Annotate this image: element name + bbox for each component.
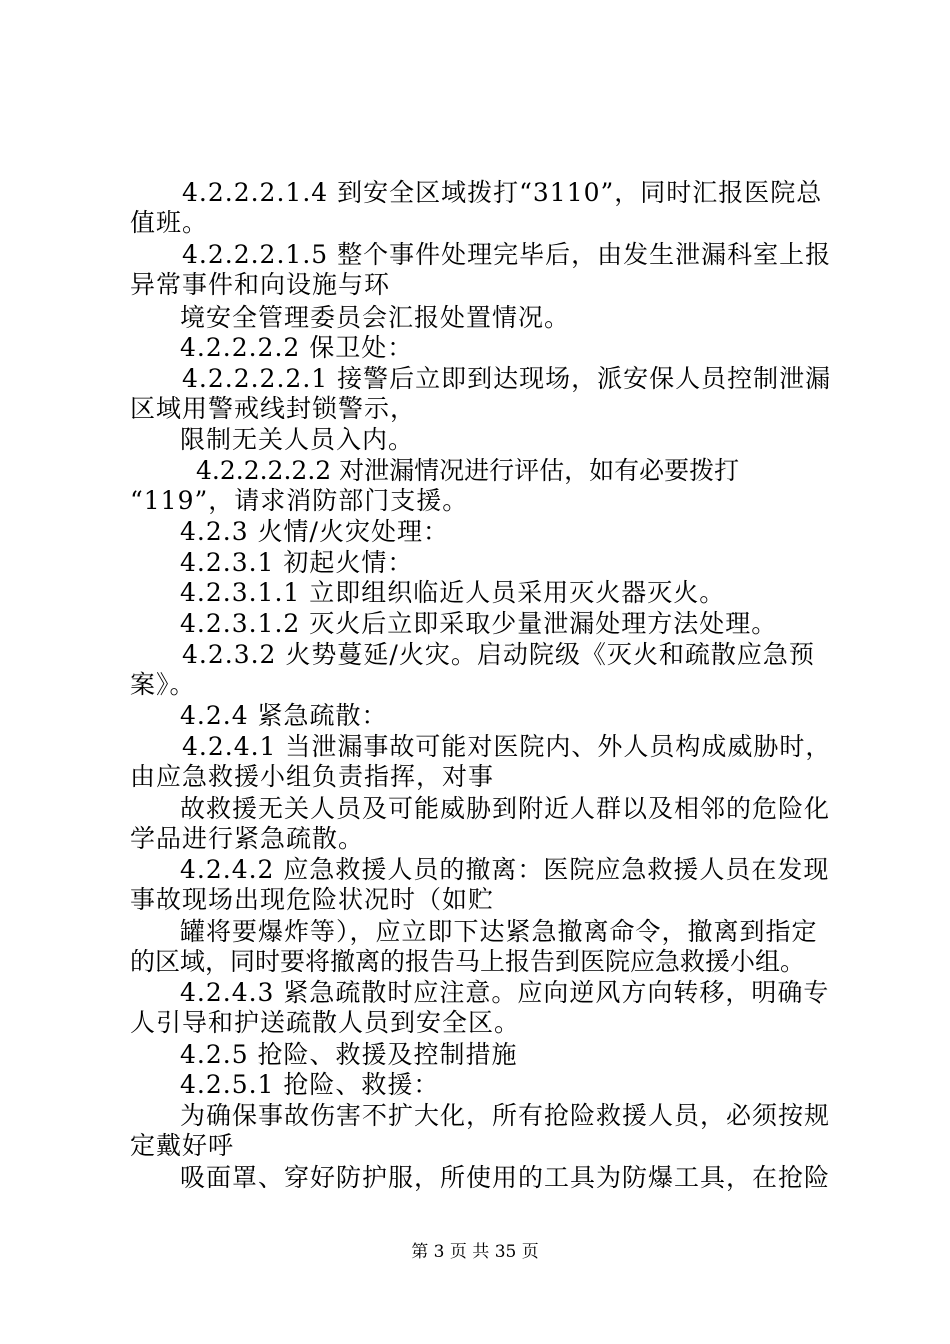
text-line: 4.2.2.2.2.1 接警后立即到达现场，派安保人员控制泄漏	[182, 364, 832, 393]
text-line: 学品进行紧急疏散。	[130, 824, 365, 853]
text-line: 罐将要爆炸等），应立即下达紧急撤离命令，撤离到指定	[180, 917, 818, 946]
text-line: 4.2.2.2.2.2 对泄漏情况进行评估，如有必要拨打	[196, 456, 740, 485]
text-line: 限制无关人员入内。	[180, 425, 415, 454]
text-line: 人引导和护送疏散人员到安全区。	[130, 1008, 521, 1037]
text-line: 4.2.4.3 紧急疏散时应注意。应向逆风方向转移，明确专	[180, 978, 830, 1007]
page-number-footer: 第 3 页 共 35 页	[411, 1242, 539, 1262]
text-line: 4.2.4.2 应急救援人员的撤离：医院应急救援人员在发现	[180, 855, 830, 884]
text-line: 4.2.5 抢险、救援及控制措施	[180, 1040, 518, 1069]
text-line: 境安全管理委员会汇报处置情况。	[180, 303, 571, 332]
text-line: 4.2.3.1.1 立即组织临近人员采用灭火器灭火。	[180, 578, 726, 607]
text-line: 的区域，同时要将撤离的报告马上报告到医院应急救援小组。	[130, 947, 806, 976]
text-line: 4.2.2.2.1.4 到安全区域拨打“3110”，同时汇报医院总	[182, 178, 823, 207]
text-line: 区域用警戒线封锁警示，	[130, 394, 417, 423]
text-line: 由应急救援小组负责指挥，对事	[130, 762, 495, 791]
text-line: “119”，请求消防部门支援。	[130, 486, 469, 515]
text-line: 4.2.3.1.2 灭火后立即采取少量泄漏处理方法处理。	[180, 609, 778, 638]
text-line: 4.2.2.2.1.5 整个事件处理完毕后，由发生泄漏科室上报	[182, 240, 832, 269]
text-line: 4.2.5.1 抢险、救援：	[180, 1070, 440, 1099]
text-line: 为确保事故伤害不扩大化，所有抢险救援人员，必须按规	[180, 1101, 831, 1130]
text-line: 4.2.4.1 当泄漏事故可能对医院内、外人员构成威胁时，	[182, 732, 832, 761]
text-line: 定戴好呼	[130, 1131, 235, 1160]
text-line: 值班。	[130, 208, 209, 237]
text-line: 吸面罩、穿好防护服，所使用的工具为防爆工具，在抢险	[180, 1163, 831, 1192]
text-line: 4.2.3.1 初起火情：	[180, 548, 414, 577]
text-line: 4.2.2.2.2 保卫处：	[180, 333, 414, 362]
text-line: 事故现场出现危险状况时（如贮	[130, 885, 495, 914]
text-line: 异常事件和向设施与环	[130, 270, 391, 299]
text-line: 案》。	[130, 670, 196, 699]
text-line: 4.2.3.2 火势蔓延/火灾。启动院级《灭火和疏散应急预	[182, 640, 815, 669]
text-line: 故救援无关人员及可能威胁到附近人群以及相邻的危险化	[180, 794, 831, 823]
text-line: 4.2.3 火情/火灾处理：	[180, 517, 449, 546]
text-line: 4.2.4 紧急疏散：	[180, 701, 388, 730]
